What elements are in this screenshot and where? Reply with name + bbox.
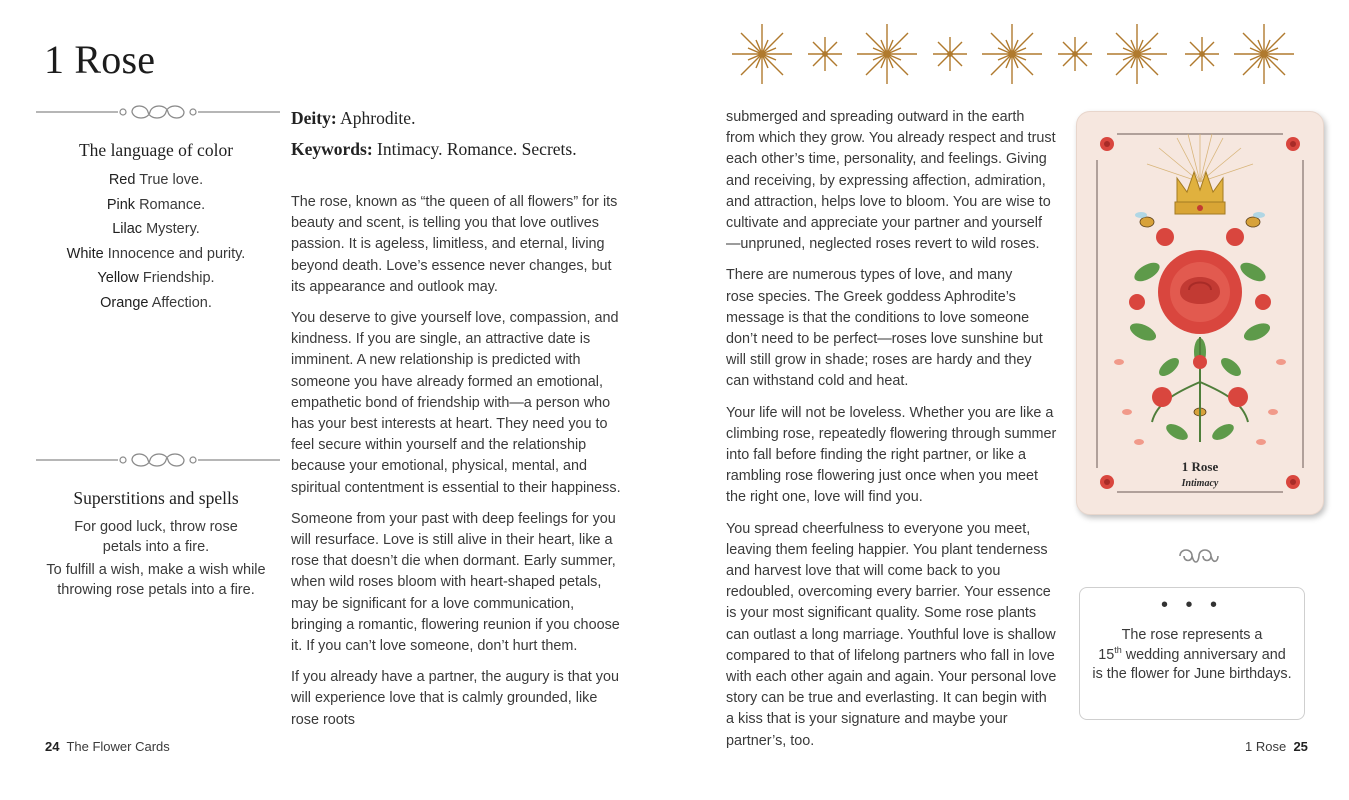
paragraph: The rose, known as “the queen of all flowers” for its beauty and scent, is telling you that love outlives passion. It is ageless, limitless, and eternal, living beyond death. Love’s essence never changes, but its appearance and outlook may.	[291, 194, 618, 295]
paragraph: submerged and spreading outward in the earth from which they grow. You already respect and trust each other’s time, personality, and feelings. Giving and receiving, by expressing affection, admiration, and attraction, helps love to bloom. You are wise to cultivate and appreciate your partner and yourself—unpruned, neglected roses revert to wild roses.	[726, 109, 1056, 253]
list-item: Yellow Friendship.	[97, 270, 215, 286]
info-box	[1079, 587, 1305, 720]
list-item: Pink Romance.	[106, 196, 206, 213]
card-keyword: Intimacy	[1181, 478, 1219, 489]
swirl-ornament-icon	[1176, 544, 1222, 568]
list-item: White Innocence and purity.	[66, 245, 246, 262]
body-column-left	[291, 192, 631, 741]
running-head: The Flower Cards	[66, 739, 170, 754]
body-column-right	[726, 107, 1061, 762]
running-head: 1 Rose	[1245, 739, 1287, 754]
list-item: Lilac Mystery.	[112, 221, 200, 237]
divider-ornament-icon	[36, 100, 280, 124]
list-item: Red True love.	[108, 172, 204, 188]
keywords-line: Keywords: Intimacy. Romance. Secrets.	[291, 139, 577, 159]
paragraph: Your life will not be loveless. Whether you are like a climbing rose, repeatedly flowering through summer into fall before finding the right partner, or like a rambling rose flowering just once when you meet the right one, love will find you.	[726, 404, 1057, 506]
list-item: Orange Affection.	[100, 294, 212, 311]
page-number: 25	[1293, 739, 1308, 754]
rose-card	[1076, 111, 1324, 515]
footer-right	[1245, 739, 1308, 754]
dots-icon: • • •	[1160, 594, 1224, 616]
page-number: 24	[45, 739, 60, 754]
info-box-text: The rose represents a 15th wedding anniversary and is the flower for June birthdays.	[1092, 627, 1292, 682]
rose-illustration-icon	[1077, 112, 1323, 514]
list-item: To fulfill a wish, make a wish while throwing rose petals into a fire.	[46, 562, 266, 598]
color-language-list	[36, 168, 276, 315]
page-title: 1 Rose	[44, 37, 156, 82]
superstitions-list	[36, 518, 276, 604]
superstitions-heading: Superstitions and spells	[73, 488, 239, 508]
color-language-heading: The language of color	[78, 140, 234, 160]
paragraph: There are numerous types of love, and many rose species. The Greek goddess Aphrodite’s message is that the conditions to love someone don’t need to be perfect—roses love sunshine but will still grow in shade; roses are hardy and they can withstand cold and heat.	[726, 267, 1043, 390]
paragraph: Someone from your past with deep feelings for you will resurface. Love is still alive in their heart, like a rose that doesn’t die when dormant. Early summer, when wild roses bloom with heart-shaped petals, may be significant for a love communication, bringing a romantic, flowering reunion if you choose it. If you can’t love someone, don’t hurt them.	[291, 510, 620, 655]
footer-left	[45, 739, 170, 754]
starburst-border-icon	[728, 22, 1300, 86]
list-item: For good luck, throw rose petals into a fire.	[74, 519, 238, 555]
paragraph: You deserve to give yourself love, compassion, and kindness. If you are single, an attractive date is imminent. A new relationship is predicted with someone you have already formed an emotional, empathetic bond of friendship with—a person who has your best interests at heart. They need you to feel secure within yourself and the relationship because your emotional, physical, mental, and spiritual contentment is essential to their happiness.	[291, 310, 621, 496]
divider-ornament-icon	[36, 448, 280, 472]
card-title: 1 Rose	[1181, 459, 1219, 474]
paragraph: If you already have a partner, the augury is that you will experience love that is calmly grounded, like rose roots	[291, 669, 619, 728]
deity-line: Deity: Aphrodite.	[291, 108, 416, 128]
paragraph: You spread cheerfulness to everyone you meet, leaving them feeling happier. You plant tenderness and harvest love that will come back to you redoubled, overcoming every barrier. Your essence is your most significant quality. Some rose plants can outlast a long marriage. Youthful love is shallow compared to that of lifelong partners who fall in love with each other again and again. Your personal love story can be true and everlasting. It can begin with a kiss that is your signature and maybe your partner’s, too.	[726, 520, 1057, 749]
